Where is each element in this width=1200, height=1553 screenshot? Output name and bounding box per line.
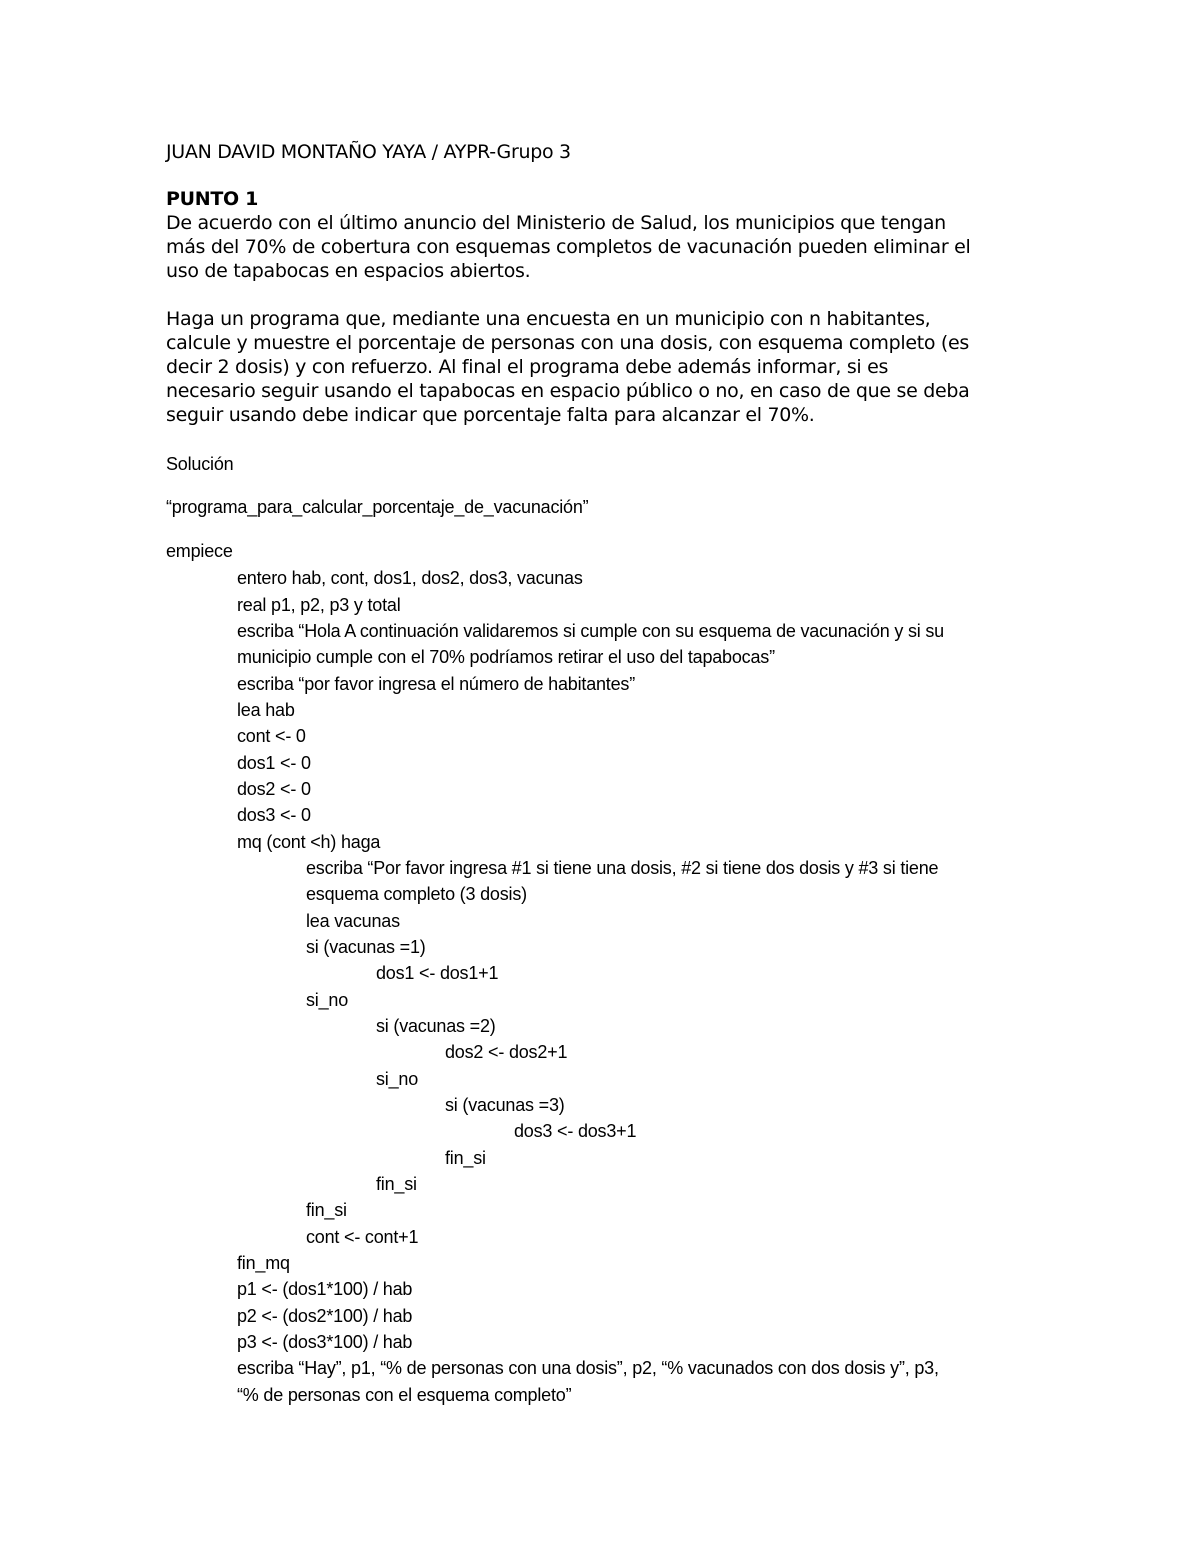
section-heading: PUNTO 1 — [166, 188, 259, 210]
code-line: dos3 <- dos3+1 — [514, 1121, 637, 1141]
code-line: lea hab — [237, 700, 295, 720]
problem-text-line: seguir usando debe indicar que porcentaje falta para alcanzar el 70%. — [166, 404, 815, 426]
code-line: si (vacunas =3) — [445, 1095, 565, 1115]
code-line: fin_si — [445, 1148, 486, 1168]
code-line: escriba “Por favor ingresa #1 si tiene una dosis, #2 si tiene dos dosis y #3 si tiene — [306, 858, 939, 878]
problem-text-line: uso de tapabocas en espacios abiertos. — [166, 260, 531, 282]
solution-heading: Solución — [166, 454, 234, 474]
code-line: dos2 <- dos2+1 — [445, 1042, 568, 1062]
code-line: esquema completo (3 dosis) — [306, 884, 527, 904]
code-line: “% de personas con el esquema completo” — [237, 1385, 572, 1405]
code-line: si (vacunas =1) — [306, 937, 426, 957]
code-line: fin_mq — [237, 1253, 290, 1273]
code-line: real p1, p2, p3 y total — [237, 595, 401, 615]
code-line: si_no — [376, 1069, 419, 1089]
problem-text-line: decir 2 dosis) y con refuerzo. Al final el programa debe además informar, si es — [166, 356, 889, 378]
code-line: escriba “Hay”, p1, “% de personas con una dosis”, p2, “% vacunados con dos dosis y”, p3, — [237, 1358, 939, 1378]
problem-text-line: De acuerdo con el último anuncio del Ministerio de Salud, los municipios que tengan — [166, 212, 946, 234]
code-line: fin_si — [306, 1200, 347, 1220]
code-line: si_no — [306, 990, 349, 1010]
code-line: mq (cont <h) haga — [237, 832, 381, 852]
code-line: si (vacunas =2) — [376, 1016, 496, 1036]
code-line: cont <- cont+1 — [306, 1227, 419, 1247]
code-line: dos1 <- dos1+1 — [376, 963, 499, 983]
program-name: “programa_para_calcular_porcentaje_de_vacunación” — [166, 497, 589, 517]
code-line: p3 <- (dos3*100) / hab — [237, 1332, 413, 1352]
code-line: escriba “por favor ingresa el número de habitantes” — [237, 674, 636, 694]
document-title: JUAN DAVID MONTAÑO YAYA / AYPR-Grupo 3 — [166, 141, 571, 163]
code-line: cont <- 0 — [237, 726, 306, 746]
code-line: entero hab, cont, dos1, dos2, dos3, vacunas — [237, 568, 583, 588]
code-line: escriba “Hola A continuación validaremos si cumple con su esquema de vacunación y si su — [237, 621, 944, 641]
problem-text-line: calcule y muestre el porcentaje de personas con una dosis, con esquema completo (es — [166, 332, 970, 354]
code-line: dos2 <- 0 — [237, 779, 311, 799]
code-line: dos1 <- 0 — [237, 753, 311, 773]
code-line: fin_si — [376, 1174, 417, 1194]
code-line: lea vacunas — [306, 911, 400, 931]
problem-text-line: Haga un programa que, mediante una encuesta en un municipio con n habitantes, — [166, 308, 931, 330]
problem-text-line: más del 70% de cobertura con esquemas completos de vacunación pueden eliminar el — [166, 236, 971, 258]
code-line: p1 <- (dos1*100) / hab — [237, 1279, 413, 1299]
code-line: p2 <- (dos2*100) / hab — [237, 1306, 413, 1326]
code-line: dos3 <- 0 — [237, 805, 311, 825]
code-line: empiece — [166, 541, 233, 561]
problem-text-line: necesario seguir usando el tapabocas en espacio público o no, en caso de que se deba — [166, 380, 970, 402]
code-line: municipio cumple con el 70% podríamos retirar el uso del tapabocas” — [237, 647, 775, 667]
